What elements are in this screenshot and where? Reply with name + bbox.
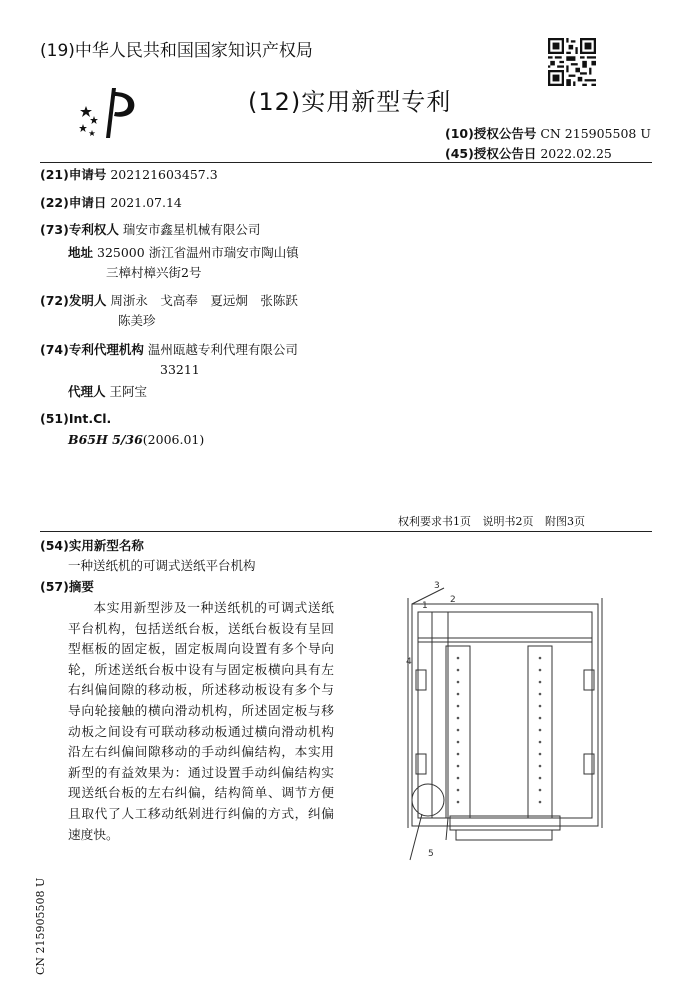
publication-number-value: CN 215905508 U — [540, 126, 651, 141]
document-kind-title: (12)实用新型专利 — [248, 88, 452, 116]
filing-date-value: 2021.07.14 — [110, 195, 182, 210]
publication-number-row — [445, 124, 651, 142]
section-divider — [40, 531, 652, 532]
agent-value: 王阿宝 — [109, 384, 148, 399]
application-number-row — [40, 166, 218, 184]
drawings-pages: 附图3页 — [545, 515, 585, 528]
figure-label-5: 5 — [428, 849, 434, 859]
inventors-row — [40, 292, 298, 310]
page-counts — [398, 513, 585, 529]
cnipa-logo — [78, 86, 138, 140]
agency-value: 温州瓯越专利代理有限公司 — [147, 342, 298, 357]
inventors-line-2: 陈美珍 — [118, 313, 156, 328]
agency-label: (74)专利代理机构 — [40, 342, 144, 357]
ipc-row — [68, 431, 204, 449]
outer-frame — [412, 604, 598, 826]
publication-date-row — [445, 144, 612, 162]
publication-date-label: (45)授权公告日 — [445, 146, 537, 161]
fixed-plate — [418, 612, 592, 818]
patentee-label: (73)专利权人 — [40, 222, 119, 237]
patentee-row — [40, 221, 260, 239]
ipc-label-text: (51)Int.Cl. — [40, 411, 112, 426]
utility-model-title: 一种送纸机的可调式送纸平台机构 — [68, 558, 256, 573]
issuing-authority: (19)中华人民共和国国家知识产权局 — [40, 41, 313, 61]
moving-plate-rail-left — [446, 646, 470, 818]
figure-label-4: 4 — [406, 657, 412, 667]
moving-plate-rail-right — [528, 646, 552, 818]
claims-pages: 权利要求书1页 — [398, 515, 471, 528]
application-number-label: (21)申请号 — [40, 167, 107, 182]
address-row — [68, 244, 299, 262]
application-number-value: 202121603457.3 — [110, 167, 218, 182]
agency-code: 33211 — [160, 362, 200, 377]
address-label: 地址 — [68, 245, 94, 260]
figure-label-2: 2 — [450, 595, 456, 605]
publication-date-value: 2022.02.25 — [540, 146, 612, 161]
filing-date-label: (22)申请日 — [40, 195, 107, 210]
side-publication-number: CN 215905508 U — [34, 877, 47, 975]
figure-label-3: 3 — [434, 581, 440, 591]
ipc-label — [40, 410, 111, 428]
ipc-year: (2006.01) — [142, 432, 205, 447]
ipc-code: B65H 5/36 — [68, 432, 143, 447]
abstract-text: 本实用新型涉及一种送纸机的可调式送纸平台机构，包括送纸台板，送纸台板设有呈回型框板的固定板，固定板周向设置有多个导向轮，所述送纸台板中设有与固定板横向具有左右纠偏间隙的移动板，所述移动板设有多个与导向轮接触的横向滑动机构，所述固定板与移动板之间设有可联动移动板通过横向滑动机构沿左右纠偏间隙移动的手动纠偏结构，本实用新型的有益效果为：通过设置手动纠偏结构实现送纸台板的左右纠偏，结构简单、调节方便且取代了人工移动纸剁进行纠偏的方式，纠偏速度快。 — [68, 600, 334, 842]
representative-drawing — [388, 578, 608, 868]
agent-label: 代理人 — [68, 384, 106, 399]
star-icon — [80, 106, 92, 117]
header-divider — [40, 162, 652, 163]
inventors-label: (72)发明人 — [40, 293, 107, 308]
publication-number-label: (10)授权公告号 — [445, 126, 537, 141]
qr-code — [548, 38, 596, 86]
utility-model-title-label: (54)实用新型名称 — [40, 538, 144, 553]
address-line-1: 325000 浙江省温州市瑞安市陶山镇 — [97, 245, 299, 260]
agent-row — [68, 383, 147, 401]
filing-date-row — [40, 194, 182, 212]
address-line-2: 三樟村樟兴街2号 — [106, 265, 202, 280]
detail-circle — [412, 784, 444, 816]
figure-label-1: 1 — [422, 601, 428, 611]
description-pages: 说明书2页 — [482, 515, 534, 528]
inventors-line-1: 周浙永 戈高奉 夏远炯 张陈跃 — [110, 293, 298, 308]
abstract-label: (57)摘要 — [40, 579, 94, 594]
agency-row — [40, 341, 298, 359]
patentee-value: 瑞安市鑫星机械有限公司 — [122, 222, 261, 237]
